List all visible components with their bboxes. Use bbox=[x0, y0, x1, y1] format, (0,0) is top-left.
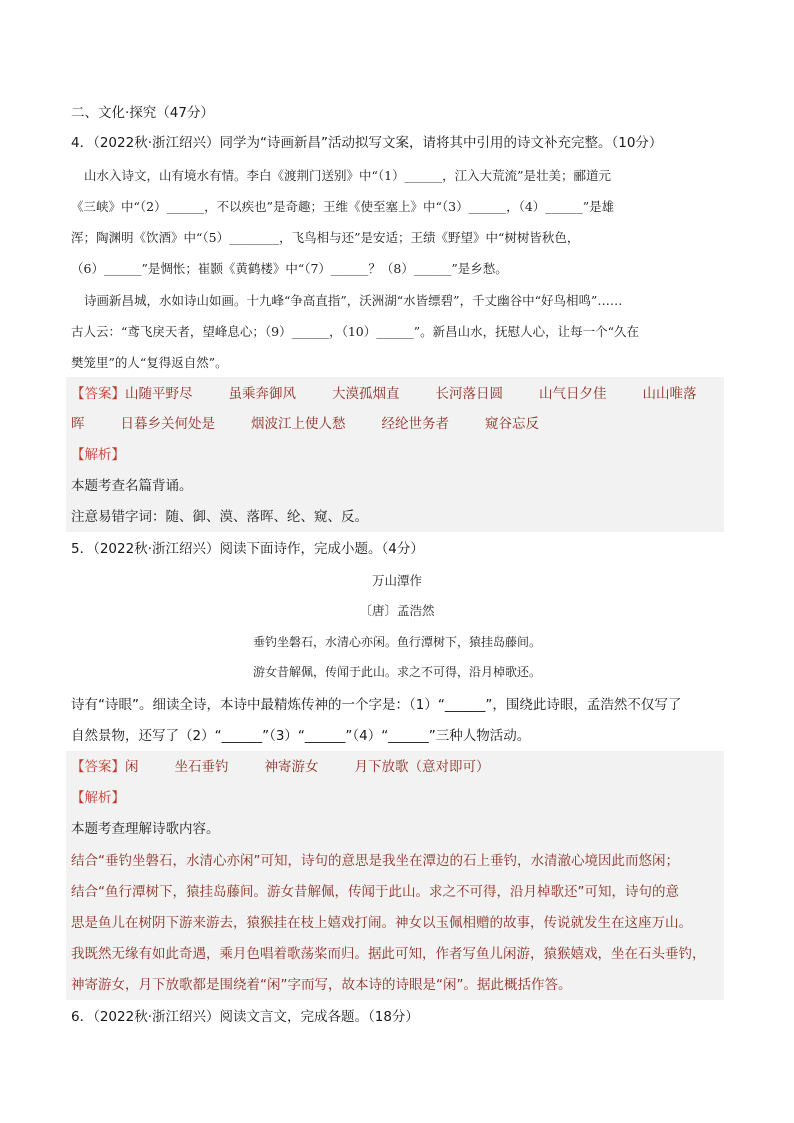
answer-item: 大漠孤烟直 bbox=[332, 386, 400, 402]
answer-item: 窥谷忘反 bbox=[485, 416, 539, 432]
poem-line: 垂钓坐磐石，水清心亦闲。鱼行潭树下，猿挂岛藤间。 bbox=[252, 635, 541, 649]
analysis-label: 【解析】 bbox=[71, 447, 125, 463]
q4-passage-line: （6）______”是惆怅；崔颢《黄鹤楼》中“（7）______？（8）______”是乡愁。 bbox=[71, 261, 508, 276]
poem-title: 万山潭作 bbox=[371, 573, 422, 588]
analysis-label: 【解析】 bbox=[71, 790, 125, 806]
answer-item: 虽乘奔御风 bbox=[228, 386, 296, 402]
section-title: 二、文化·探究（47分） bbox=[71, 105, 214, 121]
question-5-stem: 5．（2022秋·浙江绍兴）阅读下面诗作，完成小题。（4分） bbox=[71, 541, 424, 557]
q4-passage-line: 樊笼里”的人“复得返自然”。 bbox=[71, 355, 228, 370]
answer-item: 山山唯落 bbox=[642, 386, 697, 402]
answer-item: 山气日夕佳 bbox=[539, 386, 607, 402]
q5-analysis-line: 神寄游女，月下放歌都是围绕着“闲”字而写，故本诗的诗眼是“闲”。据此概括作答。 bbox=[71, 977, 572, 993]
answer-item: 晖 bbox=[71, 416, 85, 432]
poem-line: 游女昔解佩，传闻于此山。求之不可得，沿月棹歌还。 bbox=[252, 665, 541, 679]
poem-author: 〔唐〕孟浩然 bbox=[359, 603, 435, 618]
q4-answer-row bbox=[71, 414, 539, 434]
question-4-stem: 4．（2022秋·浙江绍兴）同学为“诗画新昌”活动拟写文案，请将其中引用的诗文补充完整。（10分） bbox=[71, 135, 663, 151]
q4-analysis-line: 注意易错字词：随、御、漠、落晖、纶、窥、反。 bbox=[71, 509, 368, 525]
q5-answer-row bbox=[71, 757, 490, 777]
q5-analysis-line: 结合“垂钓坐磐石，水清心亦闲”可知，诗句的意思是我坐在潭边的石上垂钓，水清澈心境因此而悠闲； bbox=[71, 853, 679, 869]
q4-answer-row bbox=[71, 384, 697, 404]
q5-question-line: 诗有“诗眼”。细读全诗，本诗中最精炼传神的一个字是：（1）“______”，围绕此诗眼，孟浩然不仅写了 bbox=[71, 697, 682, 713]
answer-item: 长河落日圆 bbox=[435, 386, 503, 402]
q4-passage-line: 诗画新昌城，水如诗山如画。十九峰“争高直指”，沃洲湖“水皆缥碧”，千丈幽谷中“好鸟相鸣”…… bbox=[84, 293, 623, 308]
q5-question-line: 自然景物，还写了（2）“______”（3）“______”（4）“______”三种人物活动。 bbox=[71, 728, 531, 744]
answer-item: 神寄游女 bbox=[264, 759, 319, 775]
q4-passage-line: 《三峡》中“（2）______，不以疾也”是奇趣；王维《使至塞上》中“（3）______，（4）______”是雄 bbox=[71, 199, 615, 214]
q5-analysis-line: 思是鱼儿在树阴下游来游去，猿猴挂在枝上嬉戏打闹。神女以玉佩相赠的故事，传说就发生在这座万山。 bbox=[71, 915, 692, 931]
q4-analysis-line: 本题考查名篇背诵。 bbox=[71, 478, 193, 494]
answer-item: 闲 bbox=[125, 759, 139, 775]
answer-item: 烟波江上使人愁 bbox=[251, 416, 346, 432]
q4-passage-line: 古人云：“鸢飞戾天者，望峰息心；（9）______，（10）______”。新昌山水，抚慰人心，让每一个“久在 bbox=[71, 324, 640, 339]
q5-analysis-line: 结合“鱼行潭树下，猿挂岛藤间。游女昔解佩，传闻于此山。求之不可得，沿月棹歌还”可知，诗句的意 bbox=[71, 884, 679, 900]
answer-item: 山随平野尽 bbox=[125, 386, 193, 402]
answer-item: 经纶世务者 bbox=[381, 416, 449, 432]
answer-item: 月下放歌（意对即可） bbox=[354, 759, 490, 775]
answer-item: 坐石垂钓 bbox=[174, 759, 229, 775]
answer-item: 日暮乡关何处是 bbox=[120, 416, 215, 432]
q4-passage-line: 山水入诗文，山有境水有情。李白《渡荆门送别》中“（1）______，江入大荒流”是壮美；郦道元 bbox=[84, 168, 611, 183]
q5-analysis-line: 本题考查理解诗歌内容。 bbox=[71, 821, 220, 837]
answer-label: 【答案】 bbox=[71, 759, 125, 775]
question-6-stem: 6．（2022秋·浙江绍兴）阅读文言文，完成各题。（18分） bbox=[71, 1009, 419, 1025]
q5-analysis-line: 我既然无缘有如此奇遇，乘月色唱着歌荡桨而归。据此可知，作者写鱼儿闲游，猿猴嬉戏，坐在石头垂钓， bbox=[71, 946, 706, 962]
answer-label: 【答案】 bbox=[71, 386, 125, 402]
q4-passage-line: 浑；陶渊明《饮酒》中“（5）________，飞鸟相与还”是安适；王绩《野望》中“树树皆秋色， bbox=[71, 230, 580, 245]
